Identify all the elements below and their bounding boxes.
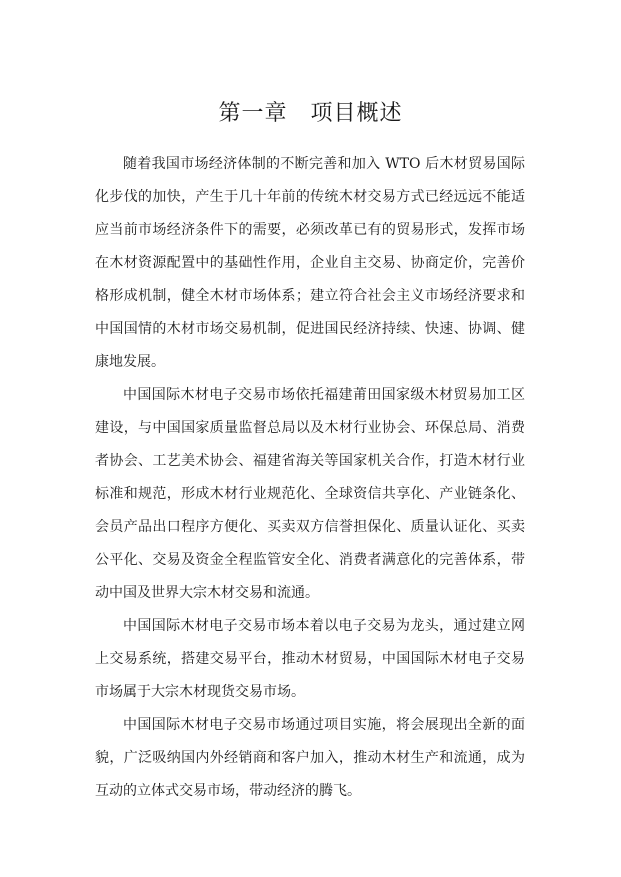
body-text xyxy=(95,148,525,808)
paragraph-1: 随着我国市场经济体制的不断完善和加入 WTO 后木材贸易国际化步伐的加快，产生于几十年前的传统木材交易方式已经远远不能适应当前市场经济条件下的需要，必须改革已有的贸易形式，发挥市场在木材资源配置中的基础性作用，企业自主交易、协商定价，完善价格形成机制，健全木材市场体系；建立符合社会主义市场经济要求和中国国情的木材市场交易机制，促进国民经济持续、快速、协调、健康地发展。 xyxy=(95,156,525,370)
chapter-title: 第一章 项目概述 xyxy=(218,101,403,126)
paragraph-3: 中国国际木材电子交易市场本着以电子交易为龙头，通过建立网上交易系统，搭建交易平台，推动木材贸易，中国国际木材电子交易市场属于大宗木材现货交易市场。 xyxy=(95,618,525,700)
paragraph-2: 中国国际木材电子交易市场依托福建莆田国家级木材贸易加工区建设，与中国国家质量监督总局以及木材行业协会、环保总局、消费者协会、工艺美术协会、福建省海关等国家机关合作，打造木材行业标准和规范，形成木材行业规范化、全球资信共享化、产业链条化、会员产品出口程序方便化、买卖双方信誉担保化、质量认证化、买卖公平化、交易及资金全程监管安全化、消费者满意化的完善体系，带动中国及世界大宗木材交易和流通。 xyxy=(95,387,525,601)
paragraph-4: 中国国际木材电子交易市场通过项目实施，将会展现出全新的面貌，广泛吸纳国内外经销商和客户加入，推动木材生产和流通，成为互动的立体式交易市场，带动经济的腾飞。 xyxy=(95,717,525,799)
